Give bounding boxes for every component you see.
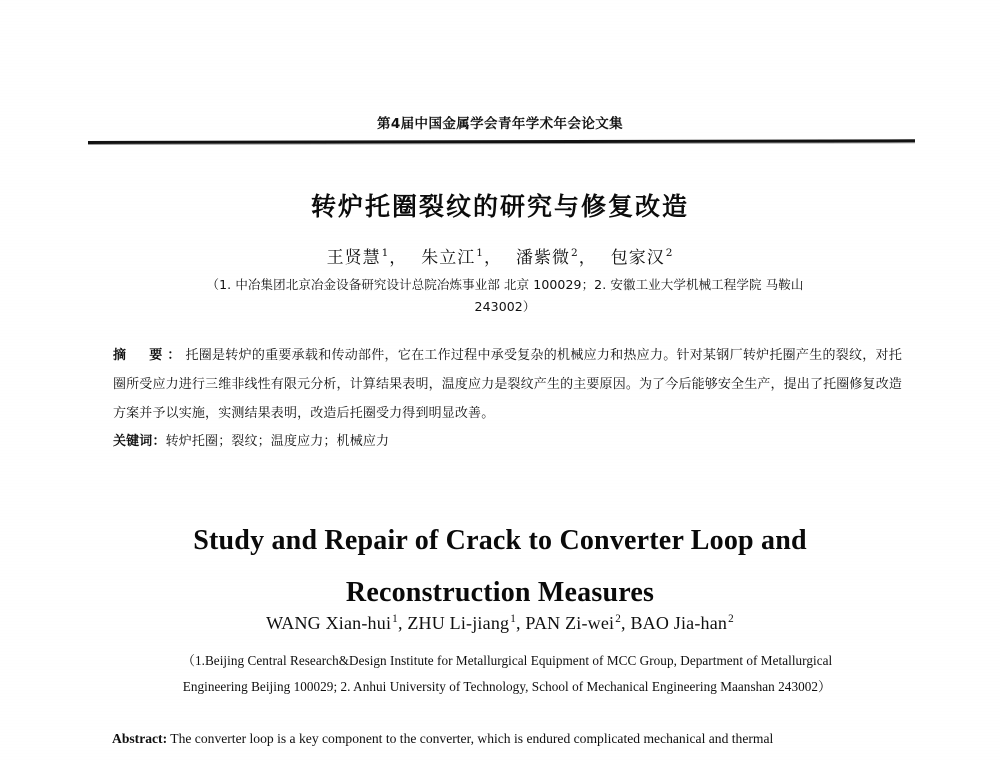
chinese-abstract bbox=[113, 341, 902, 428]
english-title-line-2: Reconstruction Measures bbox=[345, 577, 655, 609]
author-separator: , bbox=[397, 613, 408, 633]
chinese-affiliation bbox=[120, 274, 890, 318]
english-abstract-text: The converter loop is a key component to the converter, which is endured complicated mechanical and thermal bbox=[167, 731, 774, 746]
chinese-abstract-text: 托圈是转炉的重要承载和传动部件，它在工作过程中承受复杂的机械应力和热应力。针对某钢厂转炉托圈产生的裂纹，对托圈所受应力进行三维非线性有限元分析，计算结果表明，温度应力是裂纹产生的主要原因。为了今后能够安全生产，提出了托圈修复改造方案并予以实施，实测结果表明，改造后托圈受力得到明显改善。 bbox=[113, 348, 903, 421]
author-separator: , bbox=[621, 613, 631, 633]
chinese-author-list bbox=[0, 243, 1000, 268]
running-header: 第4届中国金属学会青年学术年会论文集 bbox=[376, 116, 624, 132]
header-horizontal-rule bbox=[88, 139, 915, 144]
english-affiliation-line-2: Engineering Beijing 100029; 2. Anhui University of Technology, School of Mechanical Engineering Maanshan 243002） bbox=[182, 679, 832, 694]
author-affiliation-marker: 1 bbox=[476, 247, 484, 260]
author-entry bbox=[421, 243, 502, 268]
author-affiliation-marker: 1 bbox=[510, 613, 516, 625]
author-affiliation-marker: 1 bbox=[392, 613, 398, 625]
english-abstract bbox=[112, 727, 902, 751]
chinese-keywords bbox=[113, 428, 902, 456]
chinese-abstract-label: 摘 要： bbox=[113, 348, 186, 363]
author-affiliation-marker: 2 bbox=[615, 613, 622, 625]
english-title bbox=[0, 515, 1000, 619]
author-separator: , bbox=[516, 613, 526, 633]
chinese-title: 转炉托圈裂纹的研究与修复改造 bbox=[310, 191, 689, 221]
english-title-line-1: Study and Repair of Crack to Converter Loop and bbox=[193, 525, 807, 557]
author-affiliation-marker: 2 bbox=[665, 247, 674, 260]
author-entry bbox=[407, 613, 525, 633]
author-name: ZHU Li-jiang bbox=[407, 613, 510, 633]
author-separator: ， bbox=[578, 248, 597, 268]
author-affiliation-marker: 1 bbox=[381, 247, 390, 260]
chinese-keywords-label: 关键词： bbox=[113, 434, 166, 449]
english-affiliation-line-1: （1.Beijing Central Research&Design Institute for Metallurgical Equipment of MCC Group, Department of Metallurgical bbox=[181, 653, 833, 668]
author-name: PAN Zi-wei bbox=[525, 613, 615, 633]
author-separator: ， bbox=[389, 248, 408, 268]
chinese-keywords-text: 转炉托圈；裂纹；温度应力；机械应力 bbox=[165, 434, 390, 449]
chinese-affiliation-line-1: （1. 中冶集团北京冶金设备研究设计总院冶炼事业部 北京 100029；2. 安徽工业大学机械工程学院 马鞍山 bbox=[206, 277, 804, 292]
author-name: 朱立江 bbox=[421, 248, 476, 268]
author-entry bbox=[516, 243, 597, 268]
author-name: BAO Jia-han bbox=[630, 613, 728, 633]
english-affiliation bbox=[112, 648, 902, 700]
author-entry bbox=[630, 613, 733, 633]
english-author-list bbox=[0, 613, 1000, 634]
author-entry bbox=[611, 243, 674, 268]
author-name: 王贤慧 bbox=[326, 248, 381, 268]
author-name: 潘紫微 bbox=[516, 248, 570, 268]
author-entry bbox=[327, 243, 408, 268]
author-entry bbox=[525, 613, 630, 633]
author-name: WANG Xian-hui bbox=[266, 613, 392, 633]
english-abstract-label: Abstract: bbox=[112, 731, 168, 746]
author-entry bbox=[266, 613, 407, 633]
author-affiliation-marker: 2 bbox=[571, 247, 579, 260]
author-affiliation-marker: 2 bbox=[728, 613, 734, 625]
chinese-affiliation-line-2: 243002） bbox=[474, 299, 536, 314]
author-separator: ， bbox=[484, 248, 502, 268]
author-name: 包家汉 bbox=[610, 248, 665, 268]
